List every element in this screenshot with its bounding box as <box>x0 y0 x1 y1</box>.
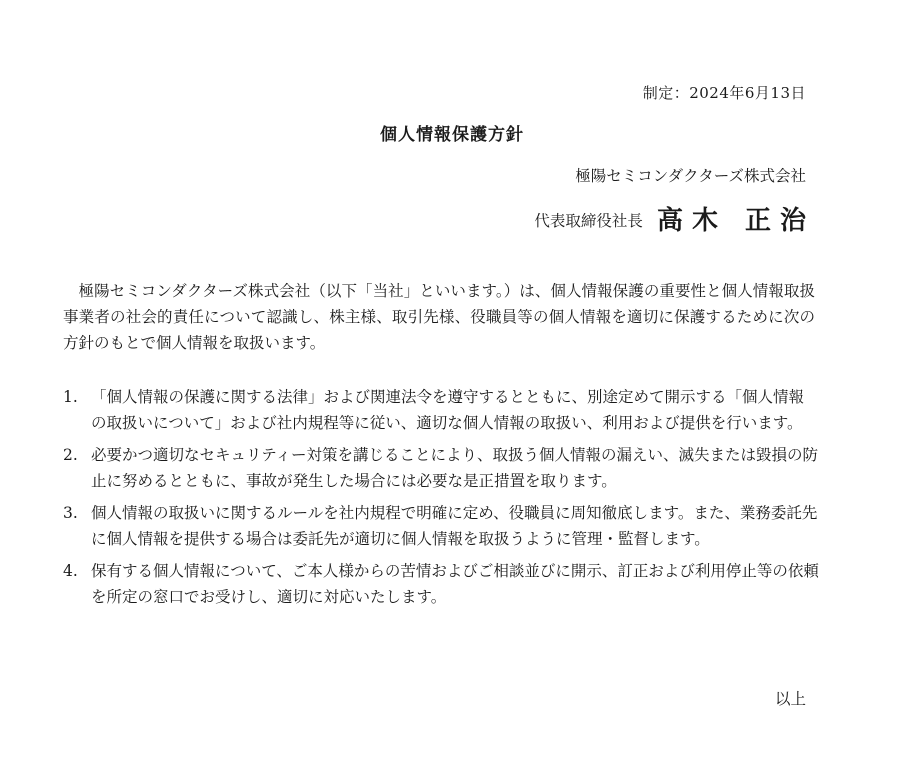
policy-text: 保有する個人情報について、ご本人様からの苦情およびご相談並びに開示、訂正および利用停止等の依頼を所定の窓口でお受けし、適切に対応いたします。 <box>91 562 819 606</box>
representative-line <box>534 196 815 240</box>
representative-name: 高木 正治 <box>656 205 815 236</box>
policy-number: 3. <box>63 504 78 522</box>
policy-text: 必要かつ適切なセキュリティー対策を講じることにより、取扱う個人情報の漏えい、滅失または毀損の防止に努めるとともに、事故が発生した場合には必要な是正措置を取ります。 <box>91 446 818 490</box>
policy-number: 2. <box>63 446 78 464</box>
company-name: 極陽セミコンダクターズ株式会社 <box>575 167 806 185</box>
page-title: 個人情報保護方針 <box>380 125 524 145</box>
intro-paragraph: 極陽セミコンダクターズ株式会社（以下「当社」といいます。）は、個人情報保護の重要性と個人情報取扱事業者の社会的責任について認識し、株主様、取引先様、役職員等の個人情報を適切に保護するために次の方針のもとで個人情報を取扱います。 <box>63 282 815 352</box>
policy-number: 1. <box>63 388 78 406</box>
policy-text: 個人情報の取扱いに関するルールを社内規程で明確に定め、役職員に周知徹底します。また、業務委託先に個人情報を提供する場合は委託先が適切に個人情報を取扱うように管理・監督します。 <box>91 504 818 548</box>
policy-number: 4. <box>63 562 78 580</box>
closing-text: 以上 <box>774 690 806 708</box>
policy-item-1 <box>63 384 819 436</box>
policy-text: 「個人情報の保護に関する法律」および関連法令を遵守するとともに、別途定めて開示する「個人情報の取扱いについて」および社内規程等に従い、適切な個人情報の取扱い、利用および提供を行います。 <box>91 388 805 432</box>
policy-list <box>63 384 819 616</box>
policy-item-4 <box>63 558 819 610</box>
enactment-date: 制定：2024年6月13日 <box>642 84 806 102</box>
policy-item-2 <box>63 442 819 494</box>
representative-title: 代表取締役社長 <box>534 212 643 230</box>
policy-item-3 <box>63 500 819 552</box>
